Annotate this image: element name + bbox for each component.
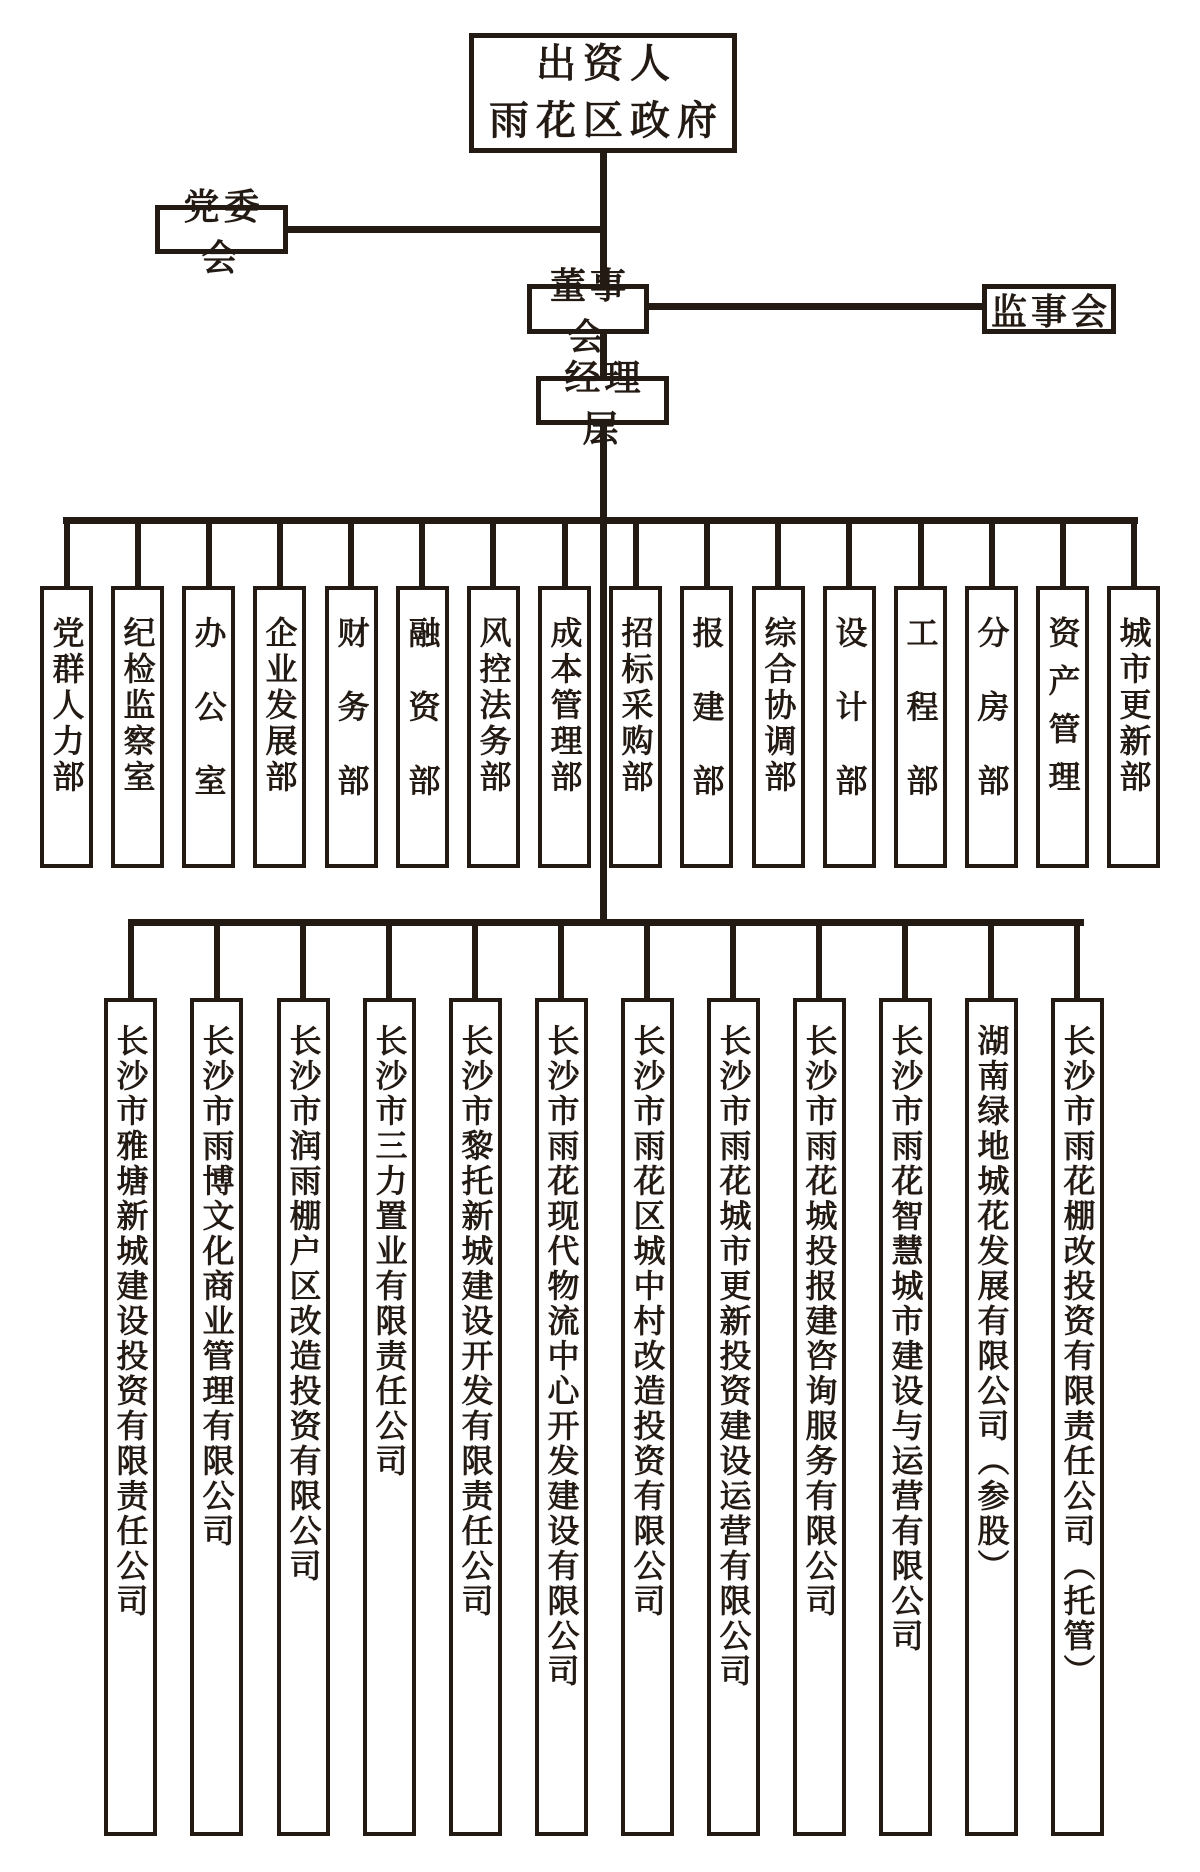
connector-drop <box>1131 520 1137 590</box>
party-committee-label: 党委会 <box>183 185 264 278</box>
node-board-of-directors <box>527 265 649 357</box>
connector-drop <box>730 922 736 998</box>
dept-node: 财务部 <box>325 586 378 868</box>
connector-drop <box>846 520 852 590</box>
dept-node: 设计部 <box>823 586 876 868</box>
connector-party-committee <box>284 226 604 233</box>
connector-drop <box>277 520 283 590</box>
board-label: 董事会 <box>549 265 630 357</box>
connector-drop <box>348 520 354 590</box>
connector-drop <box>206 520 212 590</box>
company-node: 长沙市雨博文化商业管理有限公司 <box>190 998 243 1836</box>
connector-drop <box>558 922 564 998</box>
dept-node: 工程部 <box>894 586 947 868</box>
company-node: 长沙市雨花城市更新投资建设运营有限公司 <box>707 998 760 1836</box>
dept-node: 党群人力部 <box>40 586 93 868</box>
connector-drop <box>300 922 306 998</box>
company-node: 长沙市雨花城投报建咨询服务有限公司 <box>793 998 846 1836</box>
company-node: 湖南绿地城花发展有限公司（参股） <box>965 998 1018 1836</box>
management-label: 经理层 <box>564 356 645 449</box>
dept-node: 纪检监察室 <box>111 586 164 868</box>
connector-drop <box>902 922 908 998</box>
connector-drop <box>64 520 70 590</box>
connector-drop <box>816 922 822 998</box>
company-bus <box>128 919 1084 926</box>
dept-node: 办公室 <box>182 586 235 868</box>
company-node: 长沙市三力置业有限责任公司 <box>363 998 416 1836</box>
dept-node: 企业发展部 <box>253 586 306 868</box>
connector-drop <box>918 520 924 590</box>
node-board-of-supervisors <box>982 284 1116 334</box>
connector-drop <box>135 520 141 590</box>
connector-supervisors <box>647 303 984 310</box>
company-node: 长沙市润雨棚户区改造投资有限公司 <box>277 998 330 1836</box>
company-node: 长沙市雨花棚改投资有限责任公司（托管） <box>1051 998 1104 1836</box>
investor-line2: 雨花区政府 <box>489 99 724 143</box>
connector-drop <box>128 922 134 998</box>
node-management-layer <box>536 356 669 449</box>
dept-node: 分房部 <box>965 586 1018 868</box>
investor-line1: 出资人 <box>536 42 677 87</box>
connector-drop <box>1060 520 1066 590</box>
dept-node: 招标采购部 <box>609 586 662 868</box>
dept-node: 综合协调部 <box>752 586 805 868</box>
connector-drop <box>386 922 392 998</box>
connector-drop <box>989 520 995 590</box>
connector-drop <box>419 520 425 590</box>
dept-node: 报建部 <box>680 586 733 868</box>
connector-drop <box>562 520 568 590</box>
connector-drop <box>472 922 478 998</box>
dept-node: 风控法务部 <box>467 586 520 868</box>
connector-drop <box>775 520 781 590</box>
company-node: 长沙市黎托新城建设开发有限责任公司 <box>449 998 502 1836</box>
company-node: 长沙市雨花现代物流中心开发建设有限公司 <box>535 998 588 1836</box>
connector-drop <box>704 520 710 590</box>
node-investor <box>469 33 737 153</box>
company-node: 长沙市雨花智慧城市建设与运营有限公司 <box>879 998 932 1836</box>
connector-drop <box>633 520 639 590</box>
dept-node: 成本管理部 <box>538 586 591 868</box>
company-node: 长沙市雨花区城中村改造投资有限公司 <box>621 998 674 1836</box>
department-bus <box>63 517 1138 524</box>
company-node: 长沙市雅塘新城建设投资有限责任公司 <box>104 998 157 1836</box>
dept-node: 城市更新部 <box>1107 586 1160 868</box>
connector-drop <box>988 922 994 998</box>
connector-drop <box>490 520 496 590</box>
connector-trunk-main <box>600 422 607 925</box>
connector-drop <box>1074 922 1080 998</box>
connector-drop <box>214 922 220 998</box>
dept-node: 融资部 <box>396 586 449 868</box>
supervisors-label: 监事会 <box>991 290 1112 332</box>
connector-drop <box>644 922 650 998</box>
node-party-committee <box>155 185 288 278</box>
dept-node: 资产管理 <box>1036 586 1089 868</box>
